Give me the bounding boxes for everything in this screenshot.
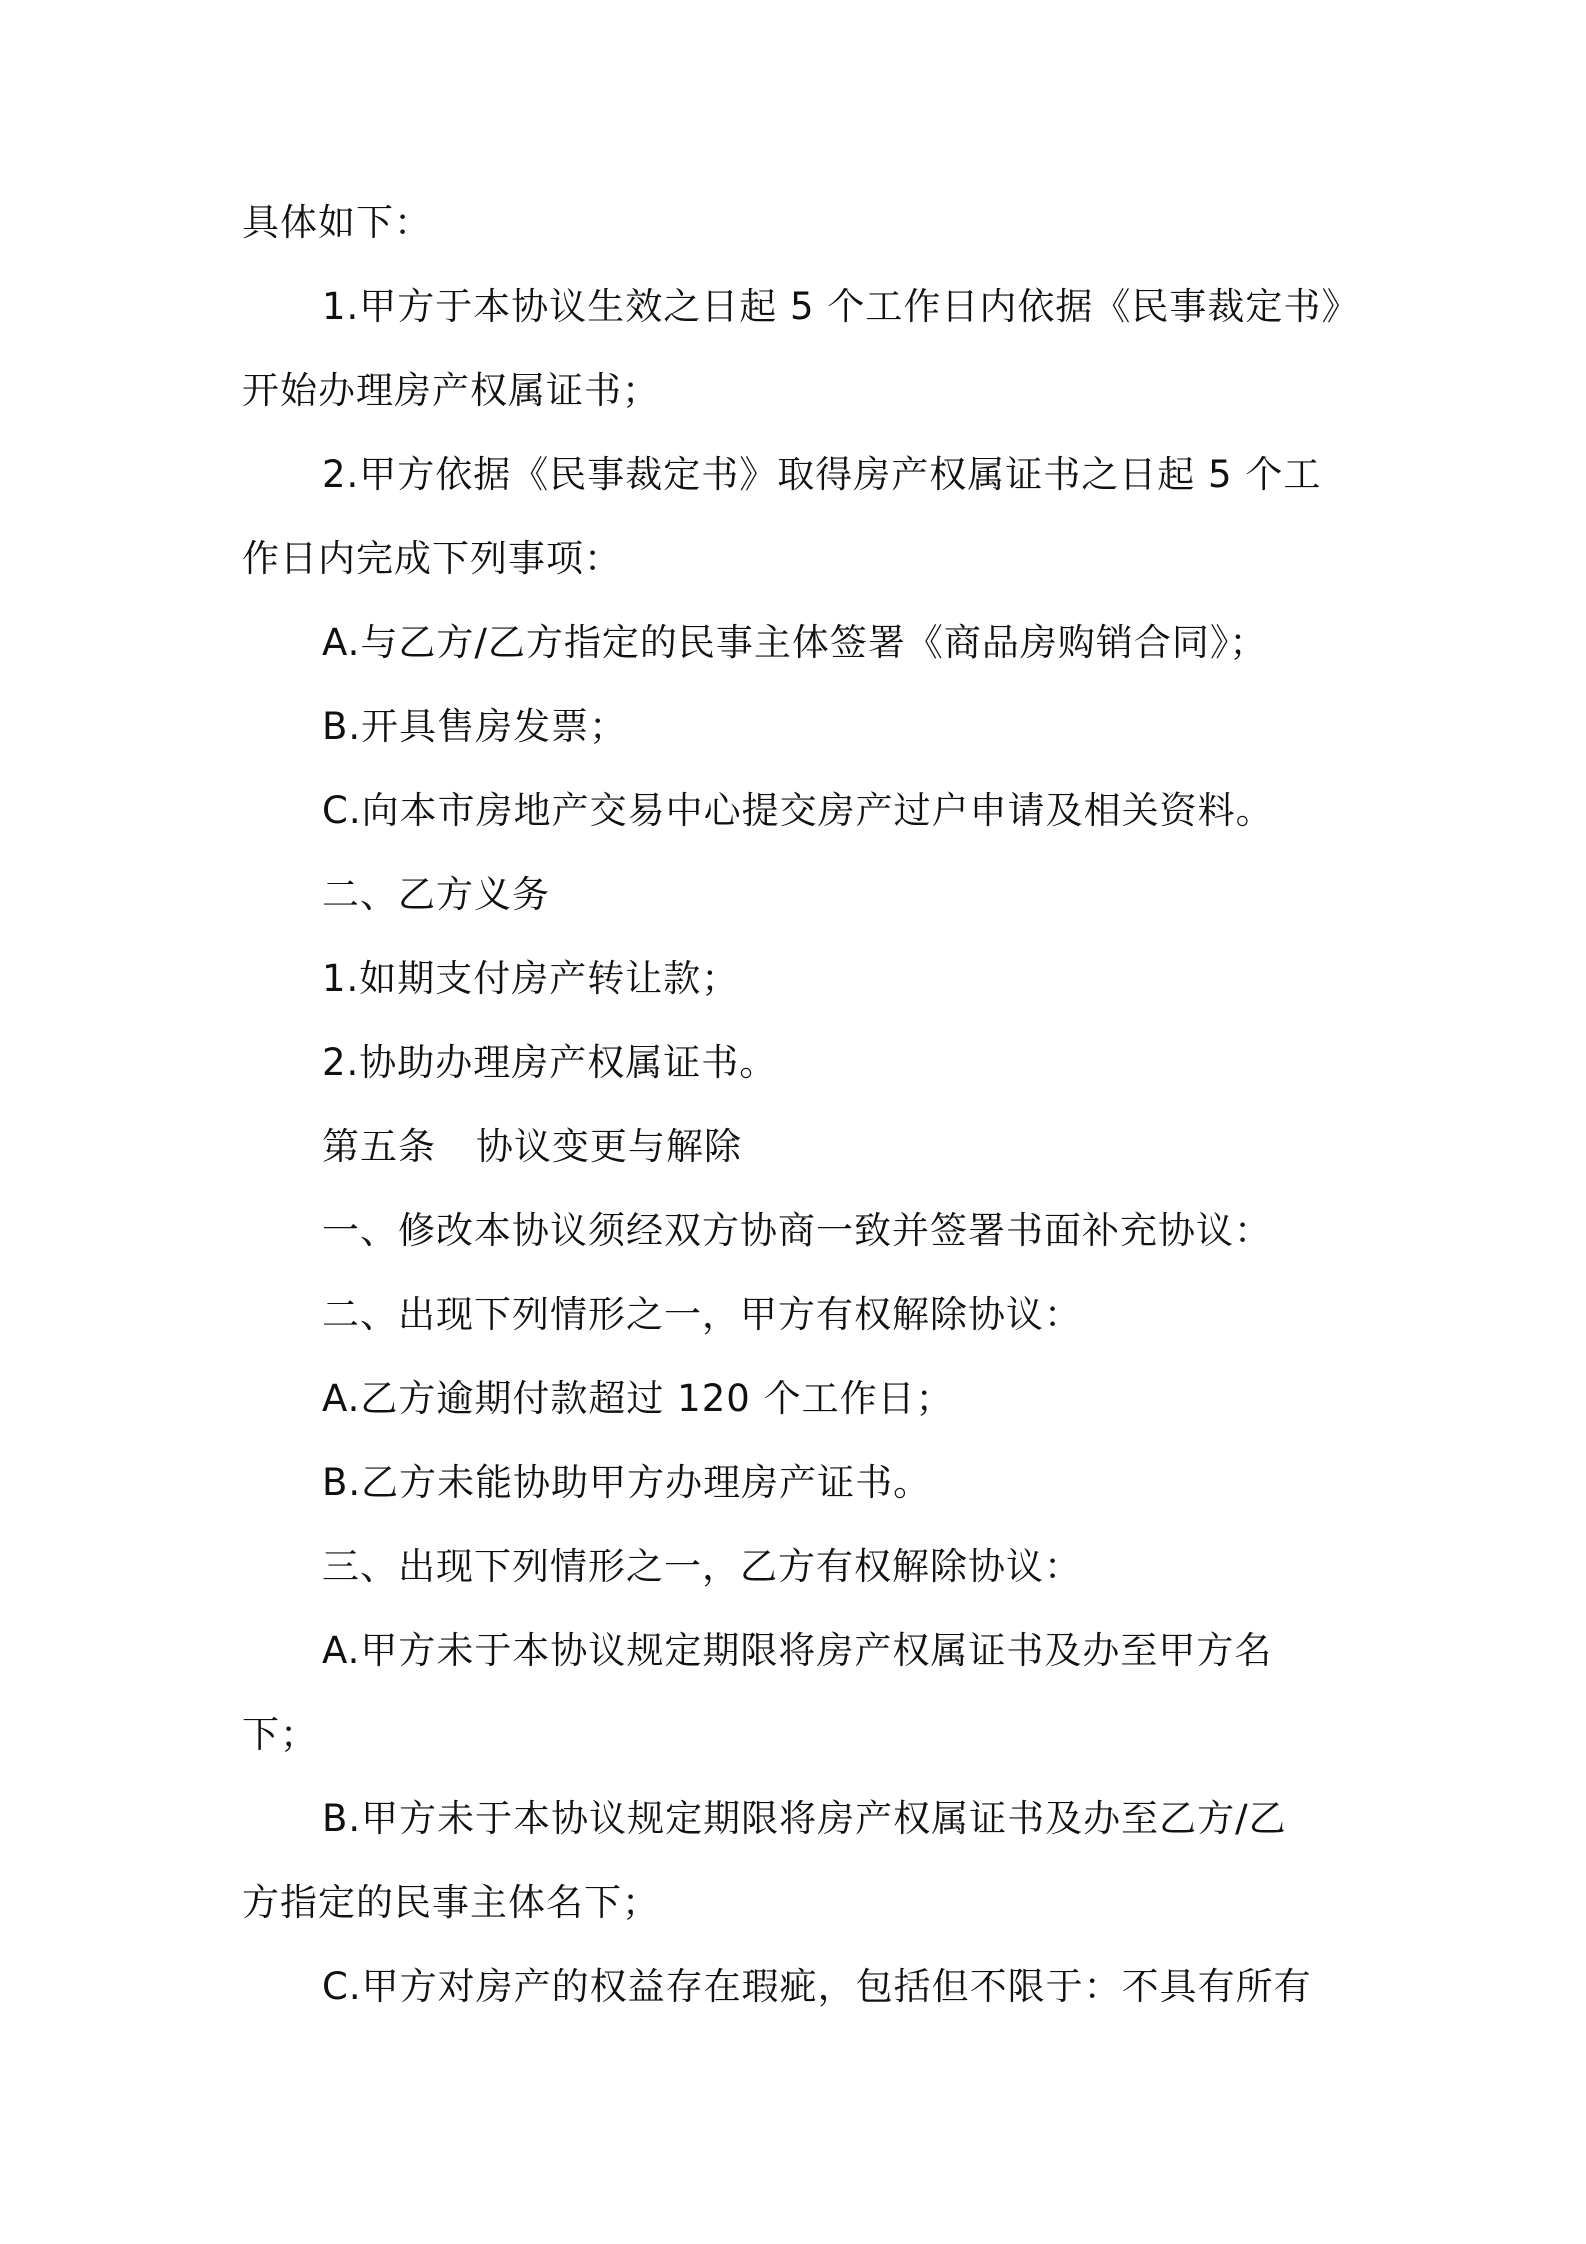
paragraph-line: B.甲方未于本协议规定期限将房产权属证书及办至乙方/乙 xyxy=(322,1797,1287,1840)
paragraph-line: A.与乙方/乙方指定的民事主体签署《商品房购销合同》； xyxy=(322,621,1268,664)
paragraph-line: 一、修改本协议须经双方协商一致并签署书面补充协议： xyxy=(322,1209,1272,1252)
paragraph-line: 开始办理房产权属证书； xyxy=(242,369,660,412)
paragraph-line: B.开具售房发票； xyxy=(322,705,628,748)
paragraph-line: A.甲方未于本协议规定期限将房产权属证书及办至甲方名 xyxy=(322,1629,1273,1672)
paragraph-line: 作日内完成下列事项： xyxy=(242,537,622,580)
paragraph-line: B.乙方未能协助甲方办理房产证书。 xyxy=(322,1461,932,1504)
paragraph-line: 2.协助办理房产权属证书。 xyxy=(322,1041,778,1084)
article-number: 第五条 xyxy=(322,1125,436,1168)
section-heading: 二、乙方义务 xyxy=(322,873,550,916)
paragraph-line: 三、出现下列情形之一，乙方有权解除协议： xyxy=(322,1545,1082,1588)
paragraph-line: C.甲方对房产的权益存在瑕疵，包括但不限于：不具有所有 xyxy=(322,1965,1312,2008)
paragraph-line: 方指定的民事主体名下； xyxy=(242,1881,660,1924)
paragraph-line: 具体如下： xyxy=(242,201,432,244)
paragraph-line: 2.甲方依据《民事裁定书》取得房产权属证书之日起 5 个工 xyxy=(322,453,1322,496)
paragraph-line: 下； xyxy=(242,1713,318,1756)
paragraph-line: 1.甲方于本协议生效之日起 5 个工作日内依据《民事裁定书》 xyxy=(322,285,1360,328)
article-title: 协议变更与解除 xyxy=(476,1125,742,1168)
paragraph-line: 二、出现下列情形之一，甲方有权解除协议： xyxy=(322,1293,1082,1336)
paragraph-line: C.向本市房地产交易中心提交房产过户申请及相关资料。 xyxy=(322,789,1274,832)
article-heading xyxy=(322,1122,1442,1172)
paragraph-line: A.乙方逾期付款超过 120 个工作日； xyxy=(322,1377,954,1420)
paragraph-line: 1.如期支付房产转让款； xyxy=(322,957,740,1000)
